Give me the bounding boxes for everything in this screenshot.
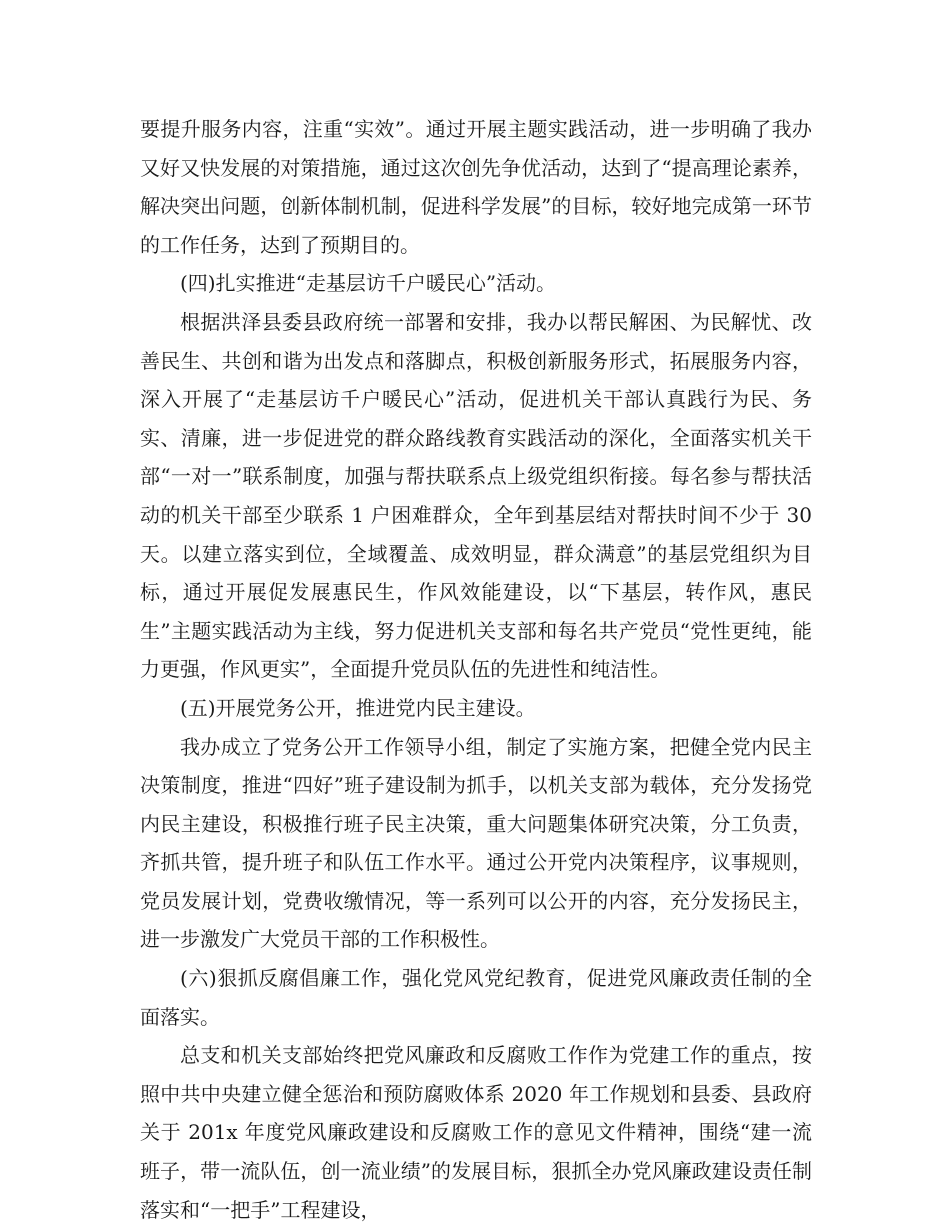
paragraph-section-5: 我办成立了党务公开工作领导小组，制定了实施方案，把健全党内民主决策制度，推进“四好”班子建设制为抓手，以机关支部为载体，充分发扬党内民主建设，积极推行班子民主决策，重大问题集体研究决策，分工负责，齐抓共管，提升班子和队伍工作水平。通过公开党内决策程序，议事规则，党员发展计划，党费收缴情况，等一系列可以公开的内容，充分发扬民主，进一步激发广大党员干部的工作积极性。 bbox=[140, 734, 812, 952]
document-body bbox=[140, 110, 812, 1229]
section-heading-4: (四)扎实推进“走基层访千户暖民心”活动。 bbox=[180, 271, 557, 296]
section-heading-6: (六)狠抓反腐倡廉工作，强化党风党纪教育，促进党风廉政责任制的全面落实。 bbox=[140, 966, 812, 1029]
section-heading-5: (五)开展党务公开，推进党内民主建设。 bbox=[180, 695, 536, 720]
paragraph-section-6: 总支和机关支部始终把党风廉政和反腐败工作作为党建工作的重点，按照中共中央建立健全惩治和预防腐败体系 2020 年工作规划和县委、县政府关于 201x 年度党风廉政建设和反腐败工作的意见文件精神，围绕“建一流班子，带一流队伍，创一流业绩”的发展目标，狠抓全办党风廉政建设责任制落实和“一把手”工程建设， bbox=[140, 1043, 812, 1222]
paragraph-continuation: 要提升服务内容，注重“实效”。通过开展主题实践活动，进一步明确了我办又好又快发展的对策措施，通过这次创先争优活动，达到了“提高理论素养，解决突出问题，创新体制机制，促进科学发展”的目标，较好地完成第一环节的工作任务，达到了预期目的。 bbox=[140, 117, 812, 257]
paragraph-section-4: 根据洪泽县委县政府统一部署和安排，我办以帮民解困、为民解忧、改善民生、共创和谐为出发点和落脚点，积极创新服务形式，拓展服务内容，深入开展了“走基层访千户暖民心”活动，促进机关干部认真践行为民、务实、清廉，进一步促进党的群众路线教育实践活动的深化，全面落实机关干部“一对一”联系制度，加强与帮扶联系点上级党组织衔接。每名参与帮扶活动的机关干部至少联系 1 户困难群众，全年到基层结对帮扶时间不少于 30 天。以建立落实到位，全域覆盖、成效明显，群众满意”的基层党组织为目标，通过开展促发展惠民生，作风效能建设，以“下基层，转作风，惠民生”主题实践活动为主线，努力促进机关支部和每名共产党员“党性更纯，能力更强，作风更实”，全面提升党员队伍的先进性和纯洁性。 bbox=[140, 309, 812, 682]
